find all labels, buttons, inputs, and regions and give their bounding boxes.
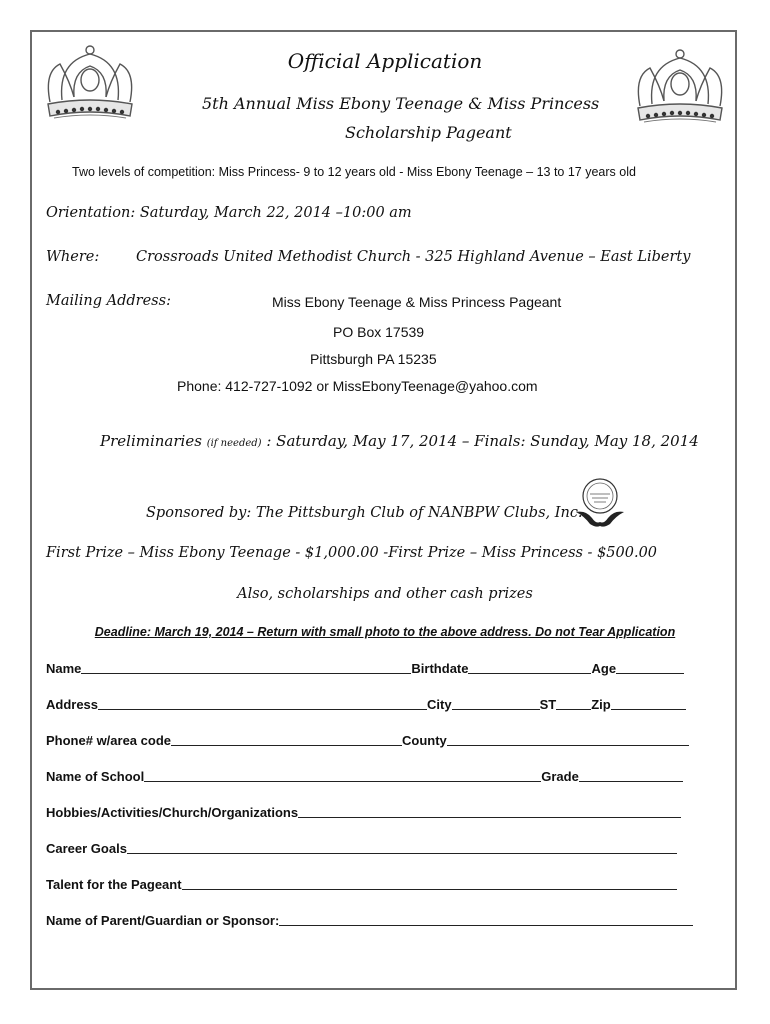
mailing-address-line-1: Miss Ebony Teenage & Miss Princess Pageant <box>272 294 562 310</box>
mailing-address-label: Mailing Address: <box>46 293 171 309</box>
mailing-address-line-2: PO Box 17539 <box>333 324 425 340</box>
where-value: Crossroads United Methodist Church - 325 Highland Avenue – East Liberty <box>136 249 691 265</box>
name-field[interactable] <box>81 661 411 674</box>
phone-row <box>46 733 689 748</box>
page-title: Official Application <box>287 49 483 73</box>
career-field[interactable] <box>127 841 677 854</box>
birthdate-label: Birthdate <box>411 661 469 676</box>
parent-field[interactable] <box>279 913 693 926</box>
scholarships-text: Also, scholarships and other cash prizes <box>237 586 533 602</box>
preliminaries-label: Preliminaries <box>100 432 202 450</box>
birthdate-field[interactable] <box>468 661 591 674</box>
school-label: Name of School <box>46 769 145 784</box>
zip-label: Zip <box>591 697 611 712</box>
grade-label: Grade <box>541 769 579 784</box>
if-needed-note: (if needed) <box>206 438 262 449</box>
name-row <box>46 661 684 676</box>
hobbies-label: Hobbies/Activities/Church/Organizations <box>46 805 299 820</box>
phone-label: Phone# w/area code <box>46 733 171 748</box>
school-field[interactable] <box>144 769 541 782</box>
competition-levels: Two levels of competition: Miss Princess- 9 to 12 years old - Miss Ebony Teenage – 13 to 17 years old <box>72 165 636 179</box>
career-label: Career Goals <box>46 841 127 856</box>
dates-line <box>100 432 699 450</box>
address-label: Address <box>46 697 99 712</box>
orientation-text: Orientation: Saturday, March 22, 2014 –10:00 am <box>46 205 412 221</box>
school-row <box>46 769 683 784</box>
subtitle-line-2: Scholarship Pageant <box>345 123 512 142</box>
age-label: Age <box>591 661 617 676</box>
phone-field[interactable] <box>171 733 402 746</box>
parent-row <box>46 913 693 928</box>
st-field[interactable] <box>556 697 591 710</box>
name-label: Name <box>46 661 82 676</box>
st-label: ST <box>539 697 557 712</box>
parent-label: Name of Parent/Guardian or Sponsor: <box>46 913 280 928</box>
hobbies-field[interactable] <box>298 805 681 818</box>
talent-field[interactable] <box>182 877 677 890</box>
phone-email-line: Phone: 412-727-1092 or MissEbonyTeenage@yahoo.com <box>177 378 538 394</box>
grade-field[interactable] <box>579 769 683 782</box>
dates-text: : Saturday, May 17, 2014 – Finals: Sunday, May 18, 2014 <box>261 432 699 450</box>
county-label: County <box>402 733 447 748</box>
where-label: Where: <box>46 249 100 265</box>
talent-row <box>46 877 677 892</box>
address-field[interactable] <box>98 697 427 710</box>
city-field[interactable] <box>452 697 540 710</box>
first-prizes-text: First Prize – Miss Ebony Teenage - $1,000.00 -First Prize – Miss Princess - $500.00 <box>46 545 658 561</box>
address-row <box>46 697 686 712</box>
sponsor-text: Sponsored by: The Pittsburgh Club of NANBPW Clubs, Inc. <box>146 505 583 521</box>
subtitle-line-1: 5th Annual Miss Ebony Teenage & Miss Princess <box>202 94 600 113</box>
county-field[interactable] <box>447 733 689 746</box>
age-field[interactable] <box>616 661 684 674</box>
talent-label: Talent for the Pageant <box>46 877 182 892</box>
zip-field[interactable] <box>611 697 686 710</box>
city-label: City <box>427 697 452 712</box>
mailing-address-line-3: Pittsburgh PA 15235 <box>310 351 437 367</box>
club-seal-icon <box>570 476 630 528</box>
career-row <box>46 841 677 856</box>
deadline-text: Deadline: March 19, 2014 – Return with small photo to the above address. Do not Tear Application <box>94 625 676 639</box>
hobbies-row <box>46 805 681 820</box>
